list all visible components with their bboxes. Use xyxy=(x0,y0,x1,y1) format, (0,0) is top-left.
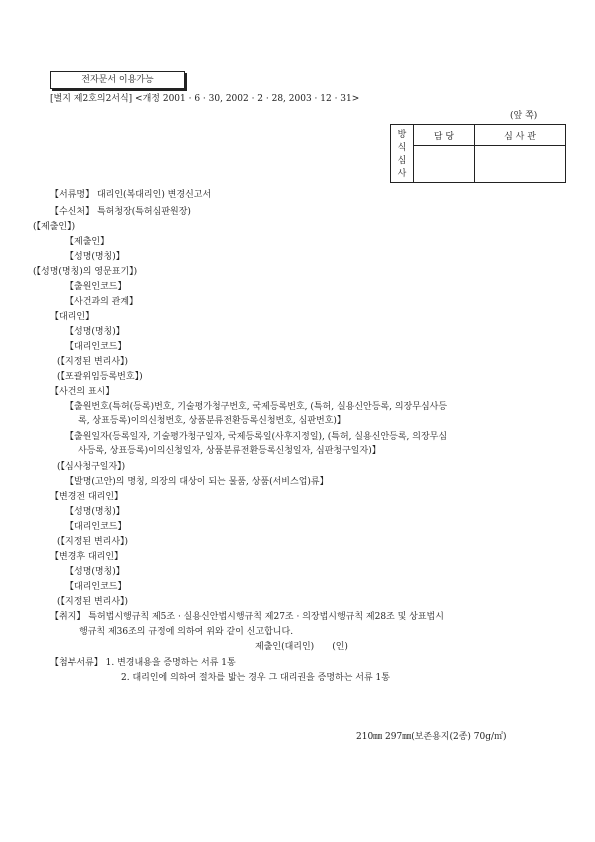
power-of-attorney-no: (【포괄위임등록번호】) xyxy=(57,372,143,382)
examiner-cell xyxy=(475,146,566,183)
method-review-label: 방 식 심 사 xyxy=(391,125,414,183)
application-date-cont: 사등록, 상표등록)이의신청일자, 상품분류전환등록신청일자, 심판청구일자)】 xyxy=(78,446,381,456)
application-number-cont: 록, 상표등록)이의신청번호, 상품분류전환등록신청번호, 심판번호)】 xyxy=(78,416,346,426)
seal-mark: (인) xyxy=(332,642,348,652)
submitter-name: 【성명(명칭)】 xyxy=(65,252,125,262)
agent-section: 【대리인】 xyxy=(50,312,95,322)
approval-table xyxy=(390,124,566,183)
prev-designated-attorney: (【지정된 변리사】) xyxy=(57,537,129,547)
officer-header: 담 당 xyxy=(414,125,475,146)
prev-agent-code: 【대리인코드】 xyxy=(65,522,127,532)
attachment-line-1: 【첨부서류】 1. 변경내용을 증명하는 서류 1통 xyxy=(50,658,236,668)
electronic-document-label: 전자문서 이용가능 xyxy=(50,71,185,89)
new-agent-code: 【대리인코드】 xyxy=(65,582,127,592)
new-agent-section: 【변경후 대리인】 xyxy=(50,552,124,562)
purpose-line: 【취지】 특허법시행규칙 제5조 · 실용신안법시행규칙 제27조 · 의장법시행규칙 제28조 및 상표법시 xyxy=(50,612,444,622)
examiner-header: 심 사 관 xyxy=(475,125,566,146)
document-name-line: 【서류명】 대리인(복대리인) 변경신고서 xyxy=(50,190,212,200)
prev-agent-section: 【변경전 대리인】 xyxy=(50,492,124,502)
name-english: (【성명(명칭)의 영문표기】) xyxy=(33,267,138,277)
invention-title: 【발명(고안)의 명칭, 의장의 대상이 되는 물품, 상품(서비스업)류】 xyxy=(65,477,329,487)
submitter-agent-label: 제출인(대리인) xyxy=(255,642,315,652)
agent-name: 【성명(명칭)】 xyxy=(65,327,125,337)
page-side-label: (앞 쪽) xyxy=(510,111,538,121)
new-designated-attorney: (【지정된 변리사】) xyxy=(57,597,129,607)
applicant-code: 【출원인코드】 xyxy=(65,282,127,292)
attachment-line-2: 2. 대리인에 의하여 절차를 밟는 경우 그 대리권을 증명하는 서류 1통 xyxy=(121,673,390,683)
prev-agent-name: 【성명(명칭)】 xyxy=(65,507,125,517)
signature-line xyxy=(255,641,348,653)
form-reference: [별지 제2호의2서식] <개정 2001 · 6 · 30, 2002 · 2 · 28, 2003 · 12 · 31> xyxy=(50,94,360,104)
agent-code: 【대리인코드】 xyxy=(65,342,127,352)
application-date: 【출원일자(등록일자, 기술평가청구일자, 국제등록일(사후지정일), (특허, 실용신안등록, 의장무심 xyxy=(65,432,448,442)
purpose-line-cont: 행규칙 제36조의 규정에 의하여 위와 같이 신고합니다. xyxy=(79,627,294,637)
recipient-line: 【수신처】 특허청장(특허심판원장) xyxy=(50,207,191,217)
new-agent-name: 【성명(명칭)】 xyxy=(65,567,125,577)
paper-size-footer: 210㎜ 297㎜(보존용지(2종) 70g/㎡) xyxy=(356,732,507,742)
application-number: 【출원번호(특허(등록)번호, 기술평가청구번호, 국제등록번호, (특허, 실용신안등록, 의장무심사등 xyxy=(65,402,448,412)
submitter-optional: (【제출인】) xyxy=(33,222,76,232)
relation-to-case: 【사건과의 관계】 xyxy=(65,297,139,307)
submitter-label: 【제출인】 xyxy=(65,237,110,247)
exam-request-date: (【심사청구일자】) xyxy=(57,462,126,472)
officer-cell xyxy=(414,146,475,183)
designated-attorney: (【지정된 변리사】) xyxy=(57,357,129,367)
case-section: 【사건의 표시】 xyxy=(50,387,115,397)
